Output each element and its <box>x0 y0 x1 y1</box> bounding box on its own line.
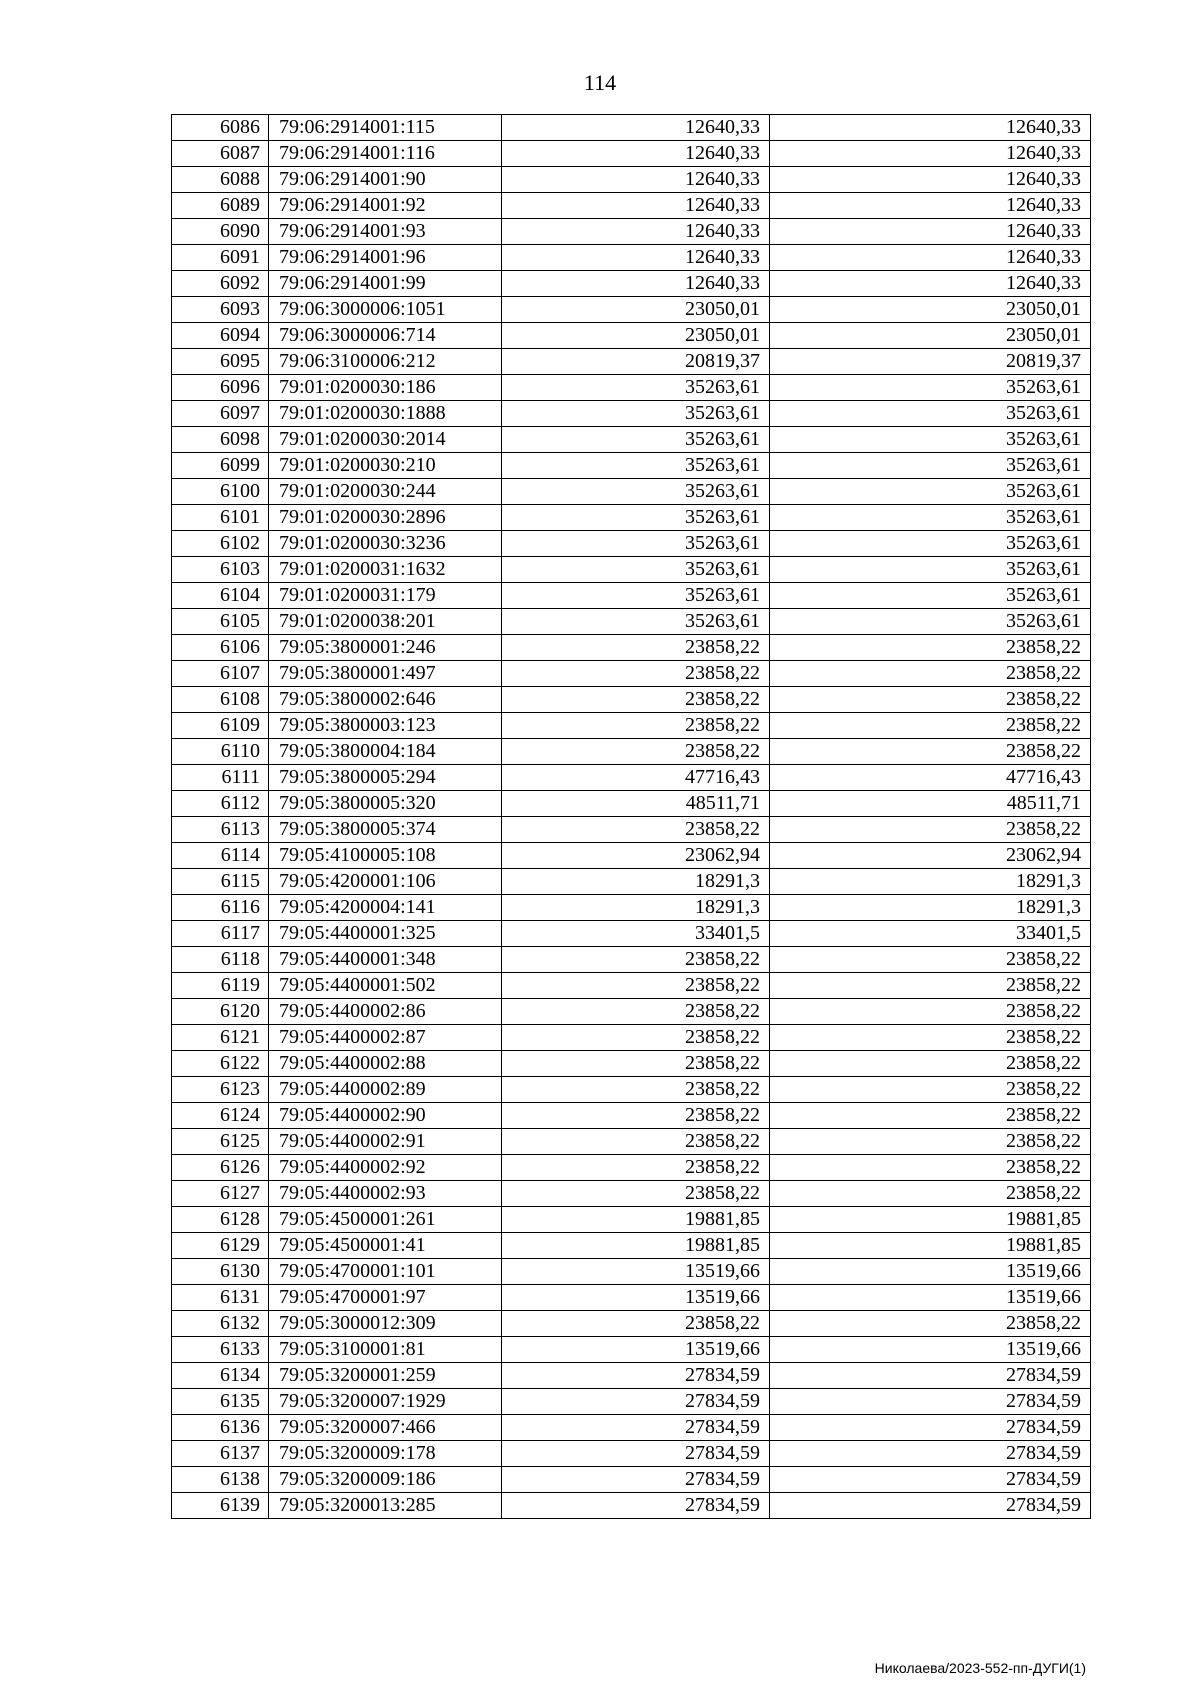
cadastral-number-cell: 79:05:3800003:123 <box>269 713 502 739</box>
cadastral-number-cell: 79:05:4500001:261 <box>269 1207 502 1233</box>
value-cell: 23858,22 <box>502 739 770 765</box>
value-cell: 12640,33 <box>770 115 1091 141</box>
value-cell: 23858,22 <box>770 973 1091 999</box>
cadastral-number-cell: 79:06:2914001:99 <box>269 271 502 297</box>
cadastral-number-cell: 79:06:2914001:92 <box>269 193 502 219</box>
cadastral-number-cell: 79:06:2914001:96 <box>269 245 502 271</box>
row-number-cell: 6086 <box>172 115 269 141</box>
cadastral-number-cell: 79:06:2914001:116 <box>269 141 502 167</box>
value-cell: 23050,01 <box>502 323 770 349</box>
value-cell: 23858,22 <box>770 1077 1091 1103</box>
table-row <box>172 1337 1091 1363</box>
row-number-cell: 6112 <box>172 791 269 817</box>
value-cell: 23858,22 <box>502 947 770 973</box>
row-number-cell: 6118 <box>172 947 269 973</box>
value-cell: 13519,66 <box>770 1337 1091 1363</box>
value-cell: 13519,66 <box>502 1285 770 1311</box>
value-cell: 12640,33 <box>502 271 770 297</box>
cadastral-number-cell: 79:05:3200001:259 <box>269 1363 502 1389</box>
cadastral-number-cell: 79:06:2914001:93 <box>269 219 502 245</box>
value-cell: 23858,22 <box>770 1025 1091 1051</box>
row-number-cell: 6130 <box>172 1259 269 1285</box>
value-cell: 23050,01 <box>770 297 1091 323</box>
value-cell: 35263,61 <box>770 375 1091 401</box>
row-number-cell: 6122 <box>172 1051 269 1077</box>
value-cell: 23858,22 <box>770 687 1091 713</box>
table-row <box>172 947 1091 973</box>
cadastral-number-cell: 79:06:3100006:212 <box>269 349 502 375</box>
table-row <box>172 375 1091 401</box>
value-cell: 12640,33 <box>502 167 770 193</box>
table-row <box>172 765 1091 791</box>
cadastral-number-cell: 79:05:4200001:106 <box>269 869 502 895</box>
value-cell: 12640,33 <box>502 141 770 167</box>
table-row <box>172 713 1091 739</box>
value-cell: 20819,37 <box>502 349 770 375</box>
value-cell: 35263,61 <box>502 375 770 401</box>
value-cell: 35263,61 <box>770 531 1091 557</box>
value-cell: 35263,61 <box>770 505 1091 531</box>
row-number-cell: 6135 <box>172 1389 269 1415</box>
row-number-cell: 6121 <box>172 1025 269 1051</box>
row-number-cell: 6139 <box>172 1493 269 1519</box>
value-cell: 27834,59 <box>770 1493 1091 1519</box>
table-row <box>172 609 1091 635</box>
cadastral-number-cell: 79:05:3200009:178 <box>269 1441 502 1467</box>
value-cell: 18291,3 <box>502 895 770 921</box>
value-cell: 23858,22 <box>770 999 1091 1025</box>
table-row <box>172 999 1091 1025</box>
row-number-cell: 6093 <box>172 297 269 323</box>
row-number-cell: 6115 <box>172 869 269 895</box>
cadastral-number-cell: 79:05:3200007:1929 <box>269 1389 502 1415</box>
value-cell: 35263,61 <box>502 505 770 531</box>
value-cell: 23858,22 <box>502 1181 770 1207</box>
cadastral-number-cell: 79:01:0200030:244 <box>269 479 502 505</box>
row-number-cell: 6123 <box>172 1077 269 1103</box>
value-cell: 23858,22 <box>502 999 770 1025</box>
value-cell: 12640,33 <box>770 167 1091 193</box>
row-number-cell: 6120 <box>172 999 269 1025</box>
value-cell: 23858,22 <box>770 1103 1091 1129</box>
row-number-cell: 6109 <box>172 713 269 739</box>
value-cell: 27834,59 <box>502 1415 770 1441</box>
value-cell: 12640,33 <box>502 219 770 245</box>
value-cell: 23858,22 <box>770 1129 1091 1155</box>
cadastral-number-cell: 79:05:4400002:90 <box>269 1103 502 1129</box>
cadastral-number-cell: 79:05:3800001:246 <box>269 635 502 661</box>
row-number-cell: 6136 <box>172 1415 269 1441</box>
value-cell: 23858,22 <box>502 1155 770 1181</box>
cadastral-number-cell: 79:01:0200030:2014 <box>269 427 502 453</box>
value-cell: 23062,94 <box>502 843 770 869</box>
table-row <box>172 1051 1091 1077</box>
cadastral-number-cell: 79:06:2914001:90 <box>269 167 502 193</box>
value-cell: 27834,59 <box>770 1363 1091 1389</box>
value-cell: 47716,43 <box>502 765 770 791</box>
row-number-cell: 6116 <box>172 895 269 921</box>
value-cell: 48511,71 <box>502 791 770 817</box>
value-cell: 35263,61 <box>770 609 1091 635</box>
value-cell: 23050,01 <box>502 297 770 323</box>
value-cell: 35263,61 <box>502 583 770 609</box>
value-cell: 12640,33 <box>770 193 1091 219</box>
table-row <box>172 1467 1091 1493</box>
document-reference-footer: Николаева/2023-552-пп-ДУГИ(1) <box>874 1660 1086 1676</box>
cadastral-number-cell: 79:05:3200009:186 <box>269 1467 502 1493</box>
value-cell: 23858,22 <box>502 687 770 713</box>
cadastral-number-cell: 79:05:4400002:91 <box>269 1129 502 1155</box>
table-row <box>172 141 1091 167</box>
value-cell: 12640,33 <box>770 141 1091 167</box>
value-cell: 12640,33 <box>770 271 1091 297</box>
row-number-cell: 6097 <box>172 401 269 427</box>
table-row <box>172 1363 1091 1389</box>
row-number-cell: 6099 <box>172 453 269 479</box>
row-number-cell: 6107 <box>172 661 269 687</box>
value-cell: 35263,61 <box>770 453 1091 479</box>
cadastral-number-cell: 79:05:3000012:309 <box>269 1311 502 1337</box>
table-row <box>172 1233 1091 1259</box>
value-cell: 18291,3 <box>770 869 1091 895</box>
row-number-cell: 6137 <box>172 1441 269 1467</box>
row-number-cell: 6124 <box>172 1103 269 1129</box>
cadastral-number-cell: 79:01:0200030:1888 <box>269 401 502 427</box>
row-number-cell: 6095 <box>172 349 269 375</box>
row-number-cell: 6114 <box>172 843 269 869</box>
cadastral-number-cell: 79:05:4400002:88 <box>269 1051 502 1077</box>
table-row <box>172 1415 1091 1441</box>
value-cell: 35263,61 <box>502 609 770 635</box>
table-row <box>172 193 1091 219</box>
value-cell: 12640,33 <box>502 245 770 271</box>
page-number: 114 <box>583 70 617 95</box>
row-number-cell: 6111 <box>172 765 269 791</box>
cadastral-number-cell: 79:05:4400002:86 <box>269 999 502 1025</box>
cadastral-number-cell: 79:01:0200038:201 <box>269 609 502 635</box>
value-cell: 35263,61 <box>502 401 770 427</box>
value-cell: 19881,85 <box>770 1233 1091 1259</box>
table-row <box>172 427 1091 453</box>
value-cell: 13519,66 <box>502 1259 770 1285</box>
table-row <box>172 1285 1091 1311</box>
value-cell: 23858,22 <box>502 1025 770 1051</box>
value-cell: 23858,22 <box>770 1311 1091 1337</box>
table-row <box>172 1077 1091 1103</box>
row-number-cell: 6104 <box>172 583 269 609</box>
table-row <box>172 245 1091 271</box>
value-cell: 23858,22 <box>770 947 1091 973</box>
cadastral-number-cell: 79:05:3800004:184 <box>269 739 502 765</box>
table-row <box>172 297 1091 323</box>
value-cell: 35263,61 <box>502 453 770 479</box>
table-row <box>172 323 1091 349</box>
row-number-cell: 6088 <box>172 167 269 193</box>
cadastral-number-cell: 79:01:0200030:210 <box>269 453 502 479</box>
cadastral-number-cell: 79:06:3000006:1051 <box>269 297 502 323</box>
cadastral-number-cell: 79:01:0200030:186 <box>269 375 502 401</box>
value-cell: 23858,22 <box>770 1155 1091 1181</box>
cadastral-number-cell: 79:05:4400001:325 <box>269 921 502 947</box>
value-cell: 27834,59 <box>502 1441 770 1467</box>
cadastral-number-cell: 79:05:3200007:466 <box>269 1415 502 1441</box>
table-body <box>172 115 1091 1519</box>
cadastral-number-cell: 79:01:0200031:1632 <box>269 557 502 583</box>
value-cell: 35263,61 <box>770 557 1091 583</box>
value-cell: 27834,59 <box>770 1467 1091 1493</box>
cadastral-number-cell: 79:05:3100001:81 <box>269 1337 502 1363</box>
cadastral-number-cell: 79:05:4500001:41 <box>269 1233 502 1259</box>
value-cell: 35263,61 <box>770 479 1091 505</box>
cadastral-number-cell: 79:05:4100005:108 <box>269 843 502 869</box>
row-number-cell: 6119 <box>172 973 269 999</box>
value-cell: 23858,22 <box>502 1129 770 1155</box>
cadastral-number-cell: 79:05:4400002:93 <box>269 1181 502 1207</box>
row-number-cell: 6106 <box>172 635 269 661</box>
table-row <box>172 583 1091 609</box>
row-number-cell: 6126 <box>172 1155 269 1181</box>
value-cell: 23858,22 <box>502 1103 770 1129</box>
value-cell: 20819,37 <box>770 349 1091 375</box>
cadastral-number-cell: 79:05:3800005:320 <box>269 791 502 817</box>
value-cell: 18291,3 <box>770 895 1091 921</box>
row-number-cell: 6128 <box>172 1207 269 1233</box>
value-cell: 27834,59 <box>502 1467 770 1493</box>
table-row <box>172 895 1091 921</box>
cadastral-number-cell: 79:05:3800005:374 <box>269 817 502 843</box>
value-cell: 27834,59 <box>770 1415 1091 1441</box>
row-number-cell: 6103 <box>172 557 269 583</box>
cadastral-number-cell: 79:05:4400002:87 <box>269 1025 502 1051</box>
value-cell: 23858,22 <box>770 1181 1091 1207</box>
table-row <box>172 973 1091 999</box>
cadastral-number-cell: 79:05:4400001:348 <box>269 947 502 973</box>
cadastral-number-cell: 79:01:0200031:179 <box>269 583 502 609</box>
value-cell: 12640,33 <box>502 115 770 141</box>
cadastral-number-cell: 79:05:4200004:141 <box>269 895 502 921</box>
row-number-cell: 6102 <box>172 531 269 557</box>
cadastral-number-cell: 79:01:0200030:2896 <box>269 505 502 531</box>
value-cell: 23858,22 <box>770 739 1091 765</box>
value-cell: 35263,61 <box>502 479 770 505</box>
table-row <box>172 1207 1091 1233</box>
table-row <box>172 479 1091 505</box>
row-number-cell: 6125 <box>172 1129 269 1155</box>
value-cell: 33401,5 <box>770 921 1091 947</box>
value-cell: 13519,66 <box>770 1285 1091 1311</box>
table-row <box>172 869 1091 895</box>
table-row <box>172 1311 1091 1337</box>
table-row <box>172 843 1091 869</box>
table-row <box>172 1025 1091 1051</box>
value-cell: 35263,61 <box>502 557 770 583</box>
value-cell: 35263,61 <box>502 427 770 453</box>
value-cell: 23858,22 <box>502 1051 770 1077</box>
row-number-cell: 6127 <box>172 1181 269 1207</box>
value-cell: 23062,94 <box>770 843 1091 869</box>
value-cell: 35263,61 <box>770 427 1091 453</box>
value-cell: 23858,22 <box>502 635 770 661</box>
value-cell: 23858,22 <box>502 973 770 999</box>
value-cell: 27834,59 <box>502 1389 770 1415</box>
value-cell: 27834,59 <box>770 1441 1091 1467</box>
table-row <box>172 739 1091 765</box>
value-cell: 13519,66 <box>502 1337 770 1363</box>
table-row <box>172 557 1091 583</box>
table-row <box>172 505 1091 531</box>
value-cell: 33401,5 <box>502 921 770 947</box>
value-cell: 23858,22 <box>502 1311 770 1337</box>
cadastral-number-cell: 79:05:3800005:294 <box>269 765 502 791</box>
row-number-cell: 6117 <box>172 921 269 947</box>
cadastral-number-cell: 79:05:4400002:89 <box>269 1077 502 1103</box>
cadastral-number-cell: 79:05:3800001:497 <box>269 661 502 687</box>
row-number-cell: 6132 <box>172 1311 269 1337</box>
value-cell: 27834,59 <box>502 1363 770 1389</box>
table-row <box>172 791 1091 817</box>
value-cell: 48511,71 <box>770 791 1091 817</box>
row-number-cell: 6094 <box>172 323 269 349</box>
row-number-cell: 6101 <box>172 505 269 531</box>
cadastral-number-cell: 79:06:2914001:115 <box>269 115 502 141</box>
row-number-cell: 6110 <box>172 739 269 765</box>
table-row <box>172 453 1091 479</box>
value-cell: 12640,33 <box>770 245 1091 271</box>
value-cell: 19881,85 <box>770 1207 1091 1233</box>
row-number-cell: 6138 <box>172 1467 269 1493</box>
row-number-cell: 6098 <box>172 427 269 453</box>
table-row <box>172 635 1091 661</box>
value-cell: 35263,61 <box>770 583 1091 609</box>
table-row <box>172 115 1091 141</box>
row-number-cell: 6100 <box>172 479 269 505</box>
table-row <box>172 1129 1091 1155</box>
cadastral-number-cell: 79:06:3000006:714 <box>269 323 502 349</box>
table-row <box>172 349 1091 375</box>
value-cell: 19881,85 <box>502 1233 770 1259</box>
value-cell: 23858,22 <box>770 1051 1091 1077</box>
table-row <box>172 1389 1091 1415</box>
table-row <box>172 687 1091 713</box>
table-row <box>172 271 1091 297</box>
value-cell: 13519,66 <box>770 1259 1091 1285</box>
table-row <box>172 817 1091 843</box>
row-number-cell: 6089 <box>172 193 269 219</box>
value-cell: 23858,22 <box>502 661 770 687</box>
value-cell: 12640,33 <box>770 219 1091 245</box>
row-number-cell: 6105 <box>172 609 269 635</box>
value-cell: 23858,22 <box>502 713 770 739</box>
cadastral-number-cell: 79:05:3800002:646 <box>269 687 502 713</box>
value-cell: 23858,22 <box>502 817 770 843</box>
value-cell: 35263,61 <box>502 531 770 557</box>
table-row <box>172 1103 1091 1129</box>
table-row <box>172 1493 1091 1519</box>
value-cell: 23858,22 <box>770 635 1091 661</box>
row-number-cell: 6092 <box>172 271 269 297</box>
cadastral-number-cell: 79:05:4400001:502 <box>269 973 502 999</box>
value-cell: 27834,59 <box>770 1389 1091 1415</box>
value-cell: 12640,33 <box>502 193 770 219</box>
value-cell: 19881,85 <box>502 1207 770 1233</box>
table-row <box>172 921 1091 947</box>
table-row <box>172 219 1091 245</box>
value-cell: 18291,3 <box>502 869 770 895</box>
table-row <box>172 1441 1091 1467</box>
value-cell: 23050,01 <box>770 323 1091 349</box>
table-row <box>172 1259 1091 1285</box>
value-cell: 23858,22 <box>770 661 1091 687</box>
table-row <box>172 1181 1091 1207</box>
cadastral-number-cell: 79:05:3200013:285 <box>269 1493 502 1519</box>
row-number-cell: 6087 <box>172 141 269 167</box>
row-number-cell: 6134 <box>172 1363 269 1389</box>
cadastral-number-cell: 79:05:4700001:101 <box>269 1259 502 1285</box>
table-row <box>172 661 1091 687</box>
row-number-cell: 6091 <box>172 245 269 271</box>
cadastral-number-cell: 79:05:4700001:97 <box>269 1285 502 1311</box>
row-number-cell: 6129 <box>172 1233 269 1259</box>
value-cell: 23858,22 <box>502 1077 770 1103</box>
cadastral-number-cell: 79:05:4400002:92 <box>269 1155 502 1181</box>
cadastral-number-cell: 79:01:0200030:3236 <box>269 531 502 557</box>
row-number-cell: 6113 <box>172 817 269 843</box>
table-row <box>172 1155 1091 1181</box>
value-cell: 47716,43 <box>770 765 1091 791</box>
value-cell: 35263,61 <box>770 401 1091 427</box>
row-number-cell: 6131 <box>172 1285 269 1311</box>
table-row <box>172 531 1091 557</box>
row-number-cell: 6090 <box>172 219 269 245</box>
row-number-cell: 6133 <box>172 1337 269 1363</box>
row-number-cell: 6096 <box>172 375 269 401</box>
table-row <box>172 167 1091 193</box>
value-cell: 23858,22 <box>770 713 1091 739</box>
row-number-cell: 6108 <box>172 687 269 713</box>
cadastral-value-table <box>171 114 1091 1519</box>
value-cell: 23858,22 <box>770 817 1091 843</box>
value-cell: 27834,59 <box>502 1493 770 1519</box>
table-row <box>172 401 1091 427</box>
